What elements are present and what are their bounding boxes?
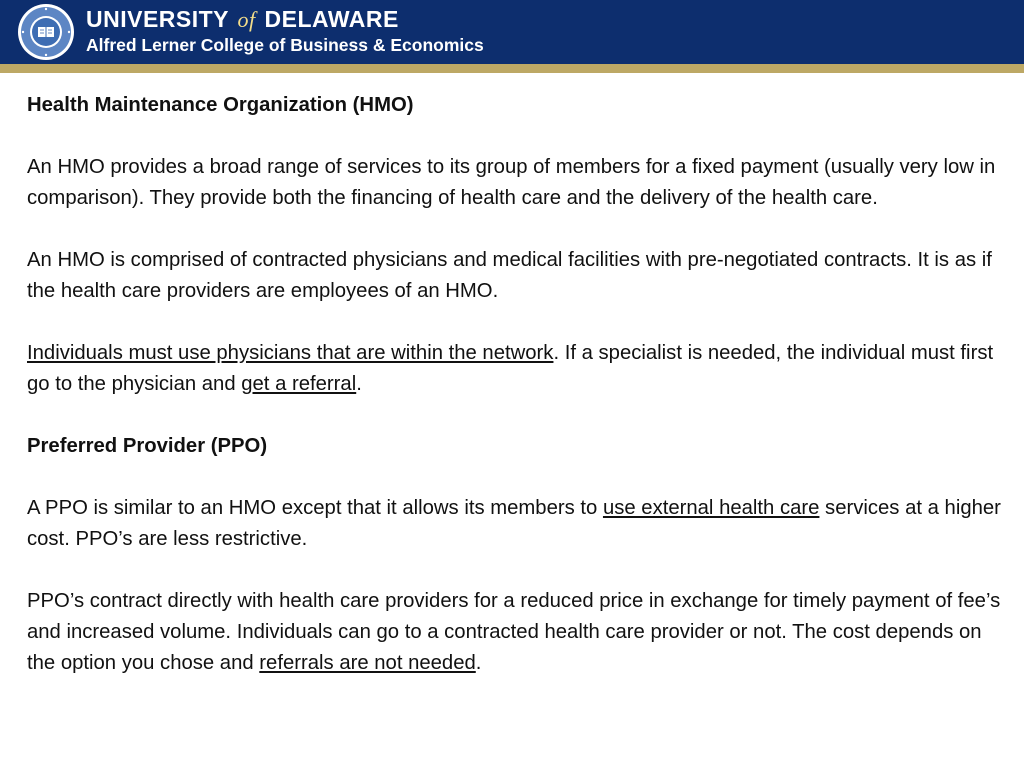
title-of: of bbox=[237, 7, 256, 32]
title-university: UNIVERSITY bbox=[86, 6, 229, 32]
referral-requirement: get a referral bbox=[241, 373, 357, 395]
external-care-note: use external health care bbox=[602, 497, 820, 519]
hmo-p3-text-2: . bbox=[356, 373, 362, 395]
hmo-paragraph-3 bbox=[27, 338, 1002, 400]
college-name: Alfred Lerner College of Business & Economics bbox=[86, 35, 484, 55]
ppo-p1-text-2: services at a higher cost. PPO’s are less restrictive. bbox=[27, 497, 1001, 550]
university-name bbox=[86, 6, 484, 33]
slide-content bbox=[27, 90, 1002, 710]
hmo-p3-text-1: . If a specialist is needed, the individual must first go to the physician and bbox=[27, 342, 994, 395]
gold-divider bbox=[0, 64, 1024, 73]
ppo-heading: Preferred Provider (PPO) bbox=[27, 435, 268, 457]
ppo-p2-text-2: . bbox=[475, 652, 482, 674]
ppo-p2-text-1: PPO’s contract directly with health care providers for a reduced price in exchange for timely payment of fee’s and increased volume. Individuals can go to a contracted health care provider or not. The cost depends on the option you chose and bbox=[27, 590, 1001, 674]
hmo-heading: Health Maintenance Organization (HMO) bbox=[27, 94, 414, 116]
no-referral-note: referrals are not needed bbox=[259, 652, 476, 674]
ppo-paragraph-1 bbox=[27, 493, 1002, 555]
title-delaware: DELAWARE bbox=[264, 6, 399, 32]
network-requirement: Individuals must use physicians that are within the network bbox=[27, 342, 554, 364]
hmo-paragraph-2: An HMO is comprised of contracted physicians and medical facilities with pre-negotiated contracts. It is as if the health care providers are employees of an HMO. bbox=[27, 249, 992, 302]
university-seal-icon bbox=[17, 3, 75, 61]
header-banner bbox=[0, 0, 1024, 64]
hmo-paragraph-1: An HMO provides a broad range of services to its group of members for a fixed payment (usually very low in comparison). They provide both the financing of health care and the delivery of the health care. bbox=[27, 156, 996, 209]
ppo-p1-text-1: A PPO is similar to an HMO except that it allows its members to bbox=[27, 497, 603, 519]
ppo-paragraph-2 bbox=[27, 586, 1002, 679]
brand-block bbox=[86, 6, 484, 57]
